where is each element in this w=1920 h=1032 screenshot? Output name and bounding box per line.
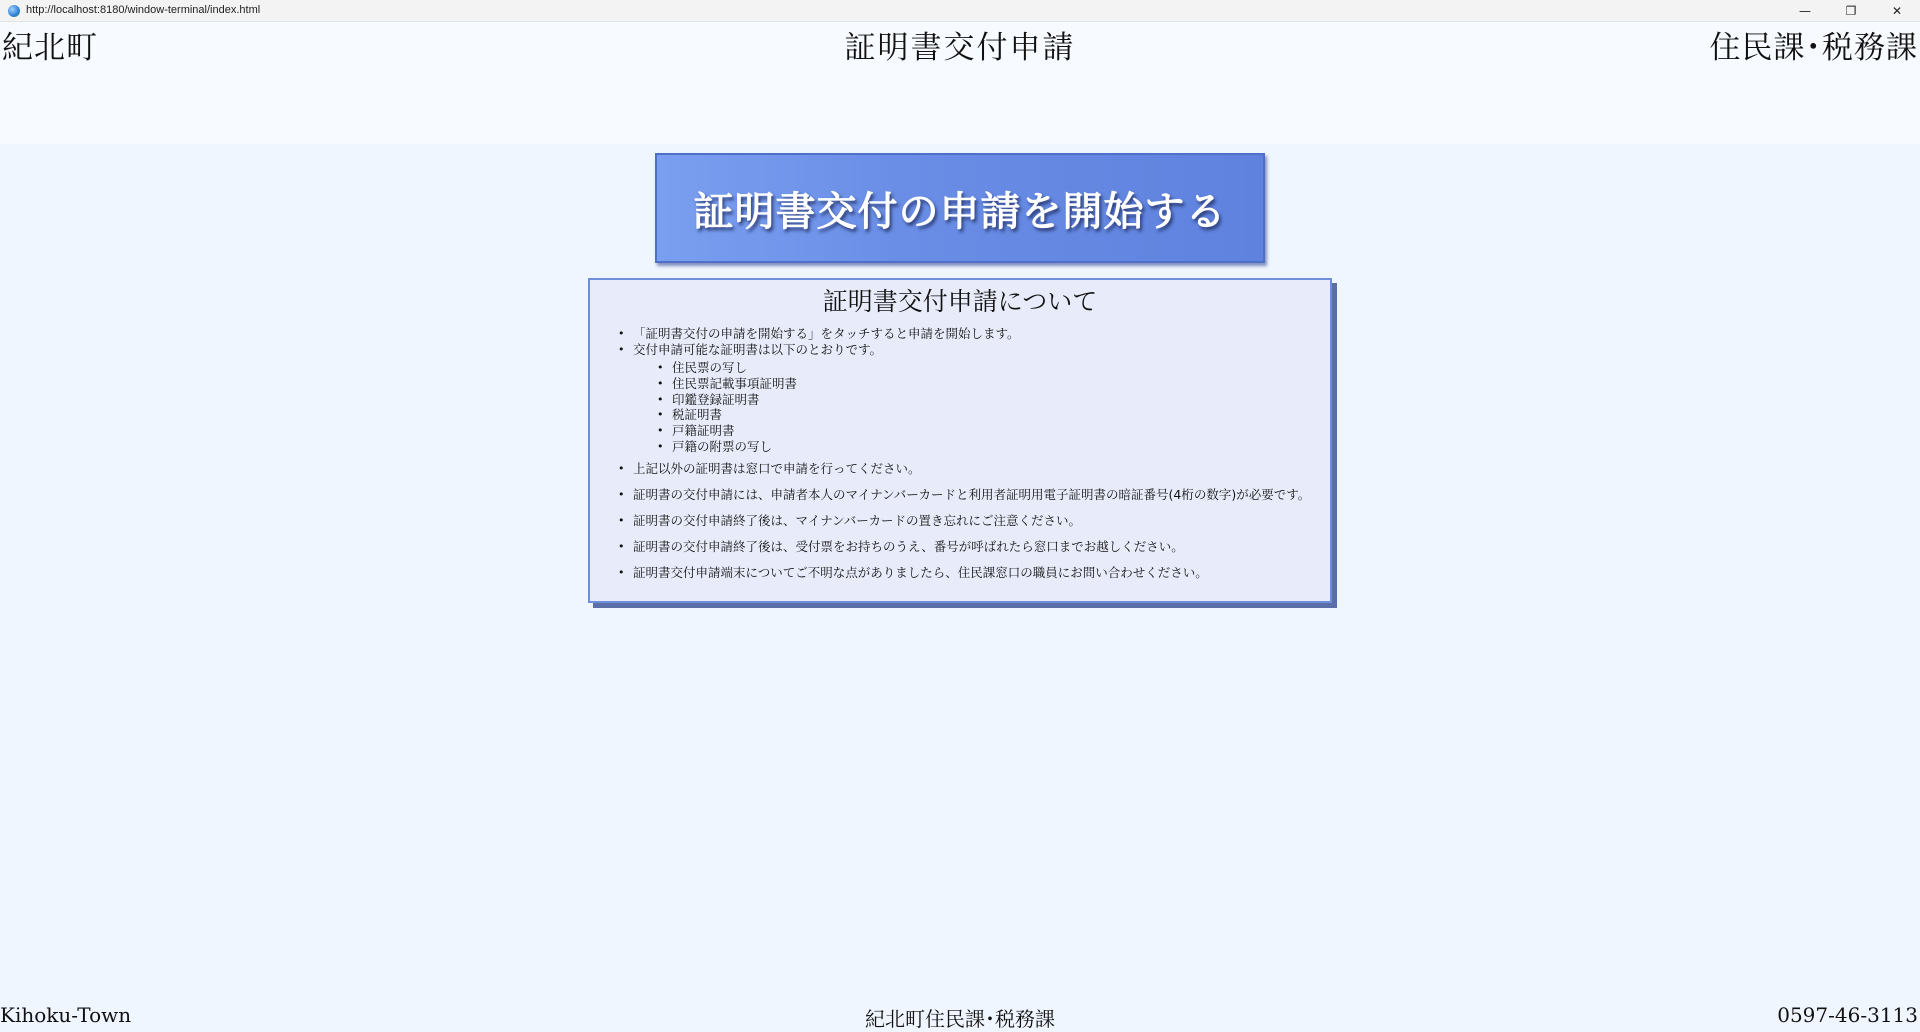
info-item: • 証明書交付申請端末についてご不明な点がありましたら、住民課窓口の職員にお問い合わせください。 bbox=[618, 565, 1310, 581]
minimize-button[interactable]: — bbox=[1799, 4, 1811, 18]
certificate-item: • 戸籍証明書 bbox=[657, 423, 1310, 439]
window-url: http://localhost:8180/window-terminal/index.html bbox=[26, 4, 261, 16]
certificate-item: • 印鑑登録証明書 bbox=[657, 392, 1310, 408]
info-item: • 証明書の交付申請終了後は、マイナンバーカードの置き忘れにご注意ください。 bbox=[618, 513, 1310, 529]
info-item: • 「証明書交付の申請を開始する」をタッチすると申請を開始します。 bbox=[618, 326, 1310, 342]
info-item-label: 交付申請可能な証明書は以下のとおりです。 bbox=[633, 342, 883, 357]
info-item: • 上記以外の証明書は窓口で申請を行ってください。 bbox=[618, 461, 1310, 477]
info-panel-title: 証明書交付申請について bbox=[822, 287, 1098, 316]
certificate-item: • 税証明書 bbox=[657, 407, 1310, 423]
browser-favicon-icon bbox=[8, 5, 20, 17]
window-titlebar bbox=[0, 0, 1920, 22]
info-item: • 証明書の交付申請には、申請者本人のマイナンバーカードと利用者証明用電子証明書の暗証番号(4桁の数字)が必要です。 bbox=[618, 487, 1310, 503]
certificate-item: • 戸籍の附票の写し bbox=[657, 439, 1310, 455]
close-button[interactable]: ✕ bbox=[1891, 4, 1903, 18]
start-application-label: 証明書交付の申請を開始する bbox=[693, 188, 1227, 235]
certificate-list bbox=[633, 360, 1310, 455]
info-list bbox=[618, 326, 1310, 581]
info-panel bbox=[588, 278, 1332, 603]
page-header bbox=[0, 22, 1920, 144]
info-item-certificates bbox=[618, 342, 1310, 455]
footer-town-english: Kihoku-Town bbox=[0, 1003, 132, 1027]
restore-button[interactable]: ❐ bbox=[1845, 4, 1857, 18]
certificate-item: • 住民票記載事項証明書 bbox=[657, 376, 1310, 392]
certificate-item: • 住民票の写し bbox=[657, 360, 1310, 376]
footer-phone: 0597-46-3113 bbox=[1777, 1003, 1918, 1027]
page-title: 証明書交付申請 bbox=[844, 30, 1076, 66]
info-item: • 証明書の交付申請終了後は、受付票をお持ちのうえ、番号が呼ばれたら窓口までお越しください。 bbox=[618, 539, 1310, 555]
start-application-button[interactable] bbox=[655, 153, 1265, 263]
footer-department: 紀北町住民課･税務課 bbox=[865, 1007, 1055, 1031]
department-name: 住民課･税務課 bbox=[1709, 30, 1918, 66]
town-name: 紀北町 bbox=[2, 30, 98, 66]
